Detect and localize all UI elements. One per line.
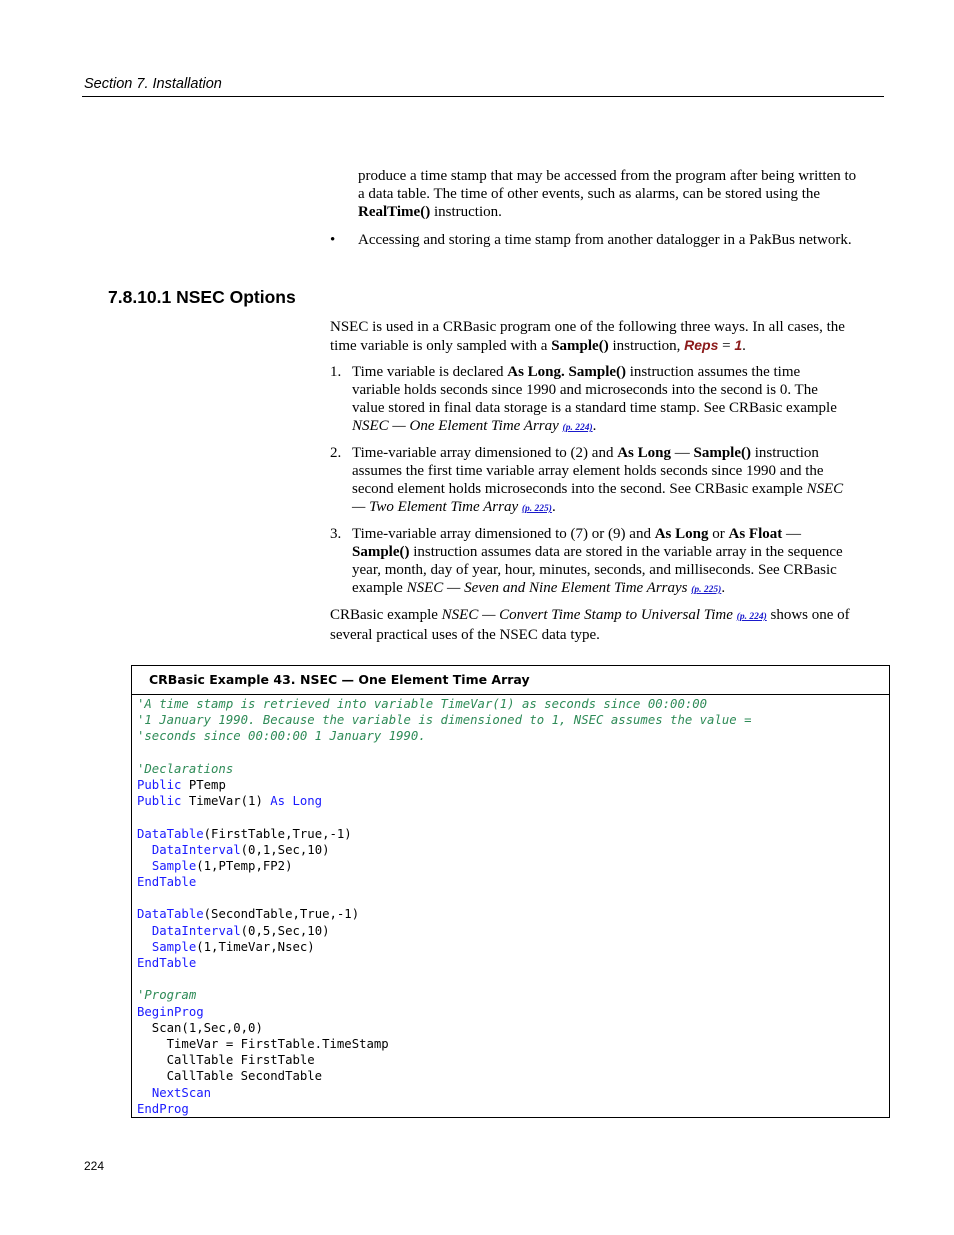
- code-text: TimeVar(1): [181, 794, 271, 809]
- code-keyword: DataInterval: [151, 923, 241, 938]
- sample-bold: Sample(): [551, 338, 609, 354]
- code-line: [137, 858, 751, 874]
- para-text: =: [718, 338, 735, 354]
- code-text: CallTable SecondTable: [137, 1069, 323, 1084]
- code-comment: 'Declarations: [137, 761, 234, 776]
- code-example-title-bar: [132, 666, 889, 695]
- item-text: [352, 444, 848, 518]
- code-line: [137, 1085, 751, 1101]
- code-keyword: Public: [137, 794, 182, 809]
- page-link[interactable]: (p. 224): [562, 423, 593, 433]
- example-reference: NSEC — Seven and Nine Element Time Arrays: [406, 580, 688, 596]
- code-line: [137, 1068, 751, 1084]
- code-text: [137, 859, 152, 873]
- code-text: PTemp: [181, 777, 226, 792]
- para-text: shows one of several practical uses of the NSEC data type.: [330, 607, 850, 643]
- item-text-part: .: [721, 580, 726, 596]
- code-keyword: NextScan: [151, 1085, 212, 1100]
- code-text: (1,PTemp,FP2): [196, 858, 293, 873]
- code-line: [137, 1004, 751, 1020]
- code-line: [137, 761, 751, 777]
- intro-paragraph: [358, 167, 858, 221]
- para-text: CRBasic example: [330, 607, 442, 623]
- item-number: 1.: [330, 364, 342, 380]
- code-comment: '1 January 1990. Because the variable is dimensioned to 1, NSEC assumes the value =: [137, 713, 752, 728]
- code-line: [137, 955, 751, 971]
- item-text-part: Time-variable array dimensioned to (7) or (9) and: [352, 526, 655, 542]
- code-line: [137, 1101, 751, 1117]
- code-keyword: Public: [137, 777, 182, 792]
- item-bold: Sample(): [693, 445, 751, 461]
- intro-realtime-bold: RealTime(): [358, 204, 431, 220]
- code-text: (0,1,Sec,10): [240, 842, 330, 857]
- code-text: Scan(1,Sec,0,0): [137, 1020, 263, 1035]
- intro-text-b: instruction.: [430, 204, 502, 220]
- code-text: (SecondTable,True,-1): [203, 907, 360, 922]
- code-line: [137, 1036, 751, 1052]
- code-line: [137, 728, 751, 744]
- section-heading: 7.8.10.1 NSEC Options: [108, 287, 296, 307]
- item-text-part: instruction assumes data are stored in the variable array in the sequence year, month, day of year, hour, minutes, seconds, and milliseconds. See CRBasic example: [352, 544, 843, 596]
- code-text: [137, 1086, 152, 1100]
- code-example-box: [131, 665, 890, 1118]
- page-link[interactable]: (p. 225): [521, 504, 552, 514]
- item-bold: As Float: [728, 526, 783, 542]
- code-text: (FirstTable,True,-1): [203, 826, 352, 841]
- bullet-text: Accessing and storing a time stamp from another datalogger in a PakBus network.: [358, 232, 852, 248]
- item-text-part: or: [708, 526, 729, 542]
- code-text: (1,TimeVar,Nsec): [196, 939, 315, 954]
- para-text: NSEC is used in a CRBasic program one of the following three ways. In all cases, the time variable is only sampled with a: [330, 319, 845, 354]
- example-label: CRBasic Example 43.: [149, 672, 296, 687]
- item-text: [352, 525, 848, 599]
- code-keyword: DataInterval: [151, 842, 241, 857]
- page-link[interactable]: (p. 224): [736, 612, 767, 622]
- code-line: [137, 874, 751, 890]
- code-line: [137, 745, 751, 761]
- intro-text-a: produce a time stamp that may be accessed from the program after being written to a data table. The time of other events, such as alarms, can be stored using the: [358, 168, 857, 202]
- code-keyword: Sample: [151, 939, 197, 954]
- code-line: [137, 939, 751, 955]
- code-comment: 'seconds since 00:00:00 1 January 1990.: [137, 729, 426, 744]
- code-keyword: DataTable: [137, 826, 204, 841]
- item-text: [352, 363, 848, 437]
- item-text-part: Time variable is declared: [352, 364, 508, 380]
- para-text: instruction,: [608, 338, 685, 354]
- code-keyword: EndTable: [137, 875, 197, 890]
- code-line: [137, 842, 751, 858]
- item-bold: As Long: [617, 445, 671, 461]
- code-text: CallTable FirstTable: [137, 1053, 315, 1068]
- item-bold: Sample(): [568, 364, 627, 380]
- code-keyword: BeginProg: [137, 1004, 204, 1019]
- code-text: [137, 843, 152, 857]
- item-text-part: .: [592, 418, 597, 434]
- code-keyword: DataTable: [137, 907, 204, 922]
- code-listing: [137, 696, 751, 1117]
- code-text: [137, 924, 152, 938]
- code-line: [137, 809, 751, 825]
- code-line: [137, 1020, 751, 1036]
- code-line: [137, 777, 751, 793]
- code-keyword: EndProg: [137, 1101, 189, 1116]
- item-text-part: instruction assumes the time variable holds seconds since 1990 and microseconds into the second is 0. The value stored in final data storage is a standard time stamp. See CRBasic example: [352, 364, 837, 416]
- para-text: .: [742, 338, 746, 354]
- page-number: 224: [84, 1159, 105, 1173]
- bullet-marker: •: [330, 232, 336, 248]
- code-keyword: As Long: [270, 794, 323, 809]
- item-text-part: instruction assumes the first time variable array element holds seconds since 1990 and the second element holds microseconds into the second. See CRBasic example: [352, 445, 824, 497]
- code-text: [137, 940, 152, 954]
- item-bold: As Long.: [507, 364, 565, 380]
- code-line: [137, 712, 751, 728]
- running-header: Section 7. Installation: [84, 76, 222, 92]
- code-keyword: EndTable: [137, 956, 197, 970]
- code-line: [137, 826, 751, 842]
- code-line: [137, 793, 751, 809]
- item-number: 3.: [330, 526, 342, 542]
- code-line: [137, 1052, 751, 1068]
- page-link[interactable]: (p. 225): [691, 585, 722, 595]
- example-title: NSEC — One Element Time Array: [300, 672, 530, 687]
- code-line: [137, 923, 751, 939]
- item-text-part: —: [670, 445, 694, 461]
- item-text-part: .: [551, 499, 556, 515]
- code-line: [137, 987, 751, 1003]
- item-number: 2.: [330, 445, 342, 461]
- code-line: [137, 696, 751, 712]
- nsec-intro-paragraph: [330, 318, 850, 355]
- item-bold: As Long: [654, 526, 709, 542]
- item-bold: Sample(): [352, 544, 410, 560]
- code-comment: 'Program: [137, 988, 197, 1003]
- item-text-part: Time-variable array dimensioned to (2) and: [352, 445, 618, 461]
- code-comment: 'A time stamp is retrieved into variable TimeVar(1) as seconds since 00:00:00: [137, 697, 708, 711]
- example-reference: NSEC — One Element Time Array: [352, 418, 559, 434]
- example-reference: NSEC — Convert Time Stamp to Universal Time: [441, 607, 733, 623]
- header-rule: [82, 96, 884, 97]
- reps-param: Reps: [684, 337, 719, 353]
- code-text: (0,5,Sec,10): [240, 923, 330, 938]
- item-text-part: —: [782, 526, 801, 542]
- code-keyword: Sample: [151, 858, 197, 873]
- example-reference: NSEC — Two Element Time Array: [352, 481, 844, 515]
- code-line: [137, 971, 751, 987]
- code-line: [137, 890, 751, 906]
- closing-paragraph: [330, 606, 850, 644]
- code-text: TimeVar = FirstTable.TimeStamp: [137, 1036, 389, 1051]
- code-line: [137, 906, 751, 922]
- reps-value: 1: [734, 337, 743, 353]
